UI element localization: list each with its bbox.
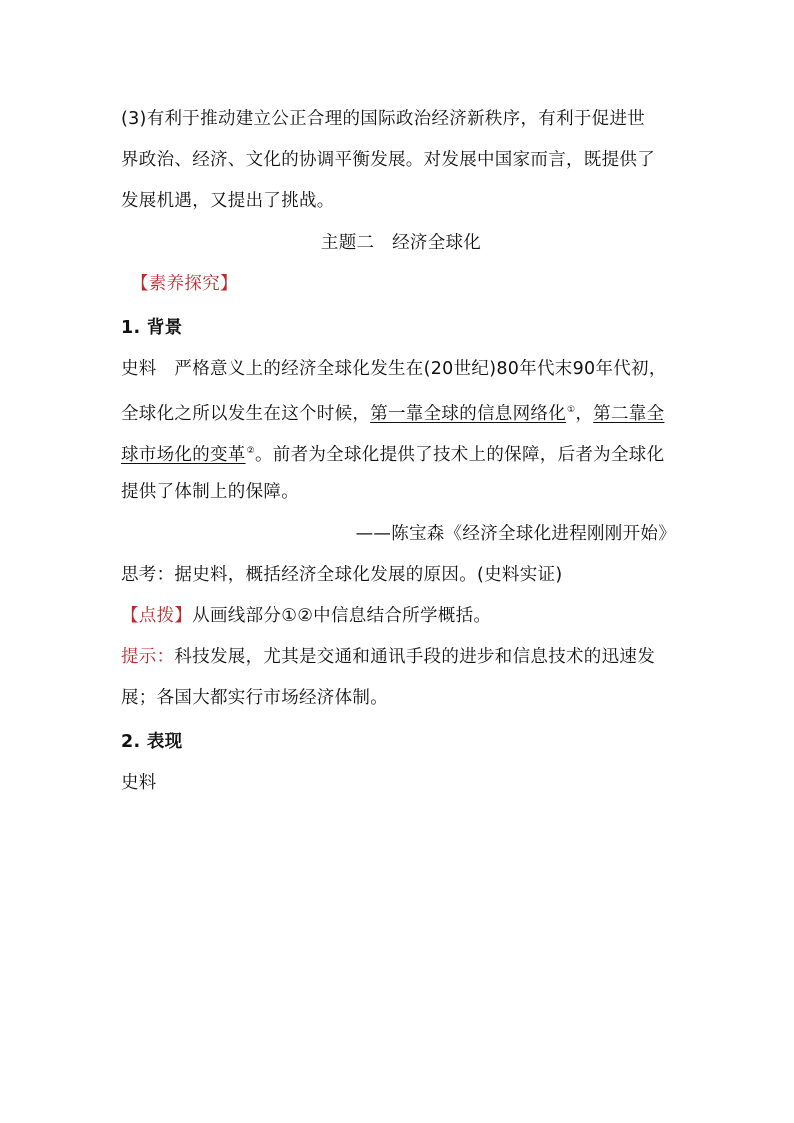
source-text: ， (575, 404, 594, 424)
source-line (121, 439, 681, 467)
hint-line: 展；各国大都实行市场经济体制。 (121, 688, 388, 708)
source-line (121, 398, 681, 426)
section-tag: 【素养探究】 (131, 274, 238, 294)
underlined-phrase-2: 第二靠全 (593, 404, 665, 424)
source-text: 。前者为全球化提供了技术上的保障，后者为全球化 (254, 445, 665, 465)
hint-label: 提示： (121, 647, 175, 667)
tip-text: 从画线部分①②中信息结合所学概括。 (192, 606, 492, 626)
source-attribution: ——陈宝森《经济全球化进程刚刚开始》 (355, 524, 676, 544)
tip-label: 【点拨】 (121, 606, 193, 626)
underlined-phrase-1: 第一靠全球的信息网络化 (370, 404, 567, 424)
hint-text: 科技发展，尤其是交通和通讯手段的进步和信息技术的迅速发 (174, 647, 656, 667)
source-line: 史料 严格意义上的经济全球化发生在(20世纪)80年代末90年代初， (121, 359, 667, 379)
tip (121, 604, 681, 628)
source-label: 史料 (121, 773, 157, 793)
source-text: 全球化之所以发生在这个时候， (121, 404, 371, 424)
hint (121, 645, 681, 669)
heading-background: 1. 背景 (121, 318, 183, 338)
heading-manifestation: 2. 表现 (121, 732, 183, 752)
footnote-marker-1: ① (567, 405, 576, 415)
footnote-marker-2: ② (246, 446, 255, 456)
paragraph-line: 发展机遇，又提出了挑战。 (121, 191, 335, 211)
paragraph-line: 界政治、经济、文化的协调平衡发展。对发展中国家而言，既提供了 (121, 150, 655, 170)
paragraph-line: (3)有利于推动建立公正合理的国际政治经济新秩序，有利于促进世 (121, 109, 646, 129)
underlined-phrase-2-cont: 球市场化的变革 (121, 445, 246, 465)
topic-title: 主题二 经济全球化 (320, 233, 482, 253)
source-line: 提供了体制上的保障。 (121, 482, 299, 502)
question: 思考：据史料，概括经济全球化发展的原因。(史料实证) (121, 565, 563, 585)
